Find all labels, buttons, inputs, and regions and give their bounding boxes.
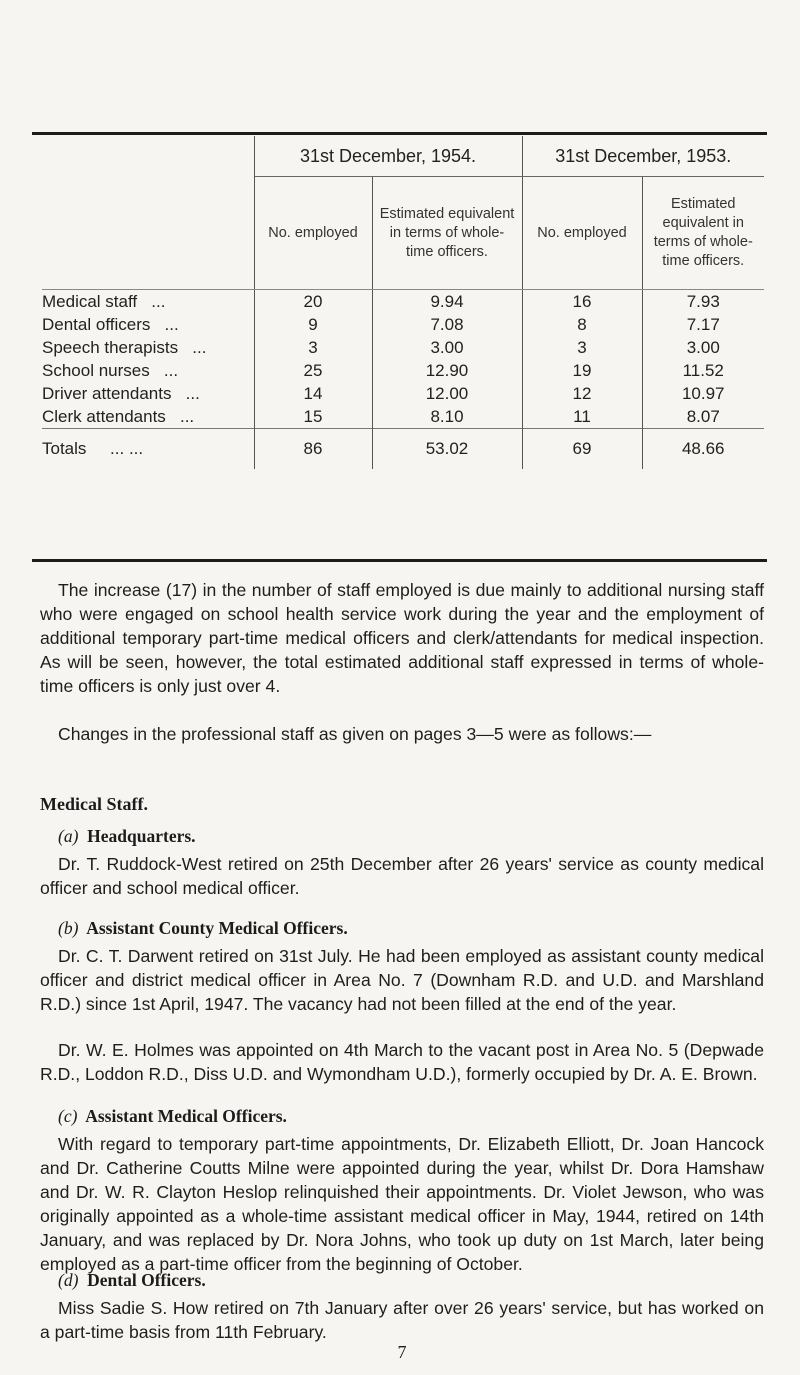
heading-dental-officers	[58, 1270, 206, 1291]
table-label-header-cell	[42, 177, 254, 290]
paragraph-changes: Changes in the professional staff as given on pages 3—5 were as follows:—	[58, 724, 652, 744]
table-row	[42, 290, 764, 314]
equivalent-1954-cell: 12.00	[372, 382, 522, 405]
heading-headquarters-mark: (a)	[58, 826, 79, 846]
year-1954-header: 31st December, 1954.	[254, 136, 522, 177]
paragraph-headquarters: Dr. T. Ruddock-West retired on 25th December after 26 years' service as county medical officer and school medical officer.	[40, 854, 764, 898]
staff-table-container	[42, 136, 764, 469]
row-leader-dots: ...	[164, 314, 179, 334]
totals-row	[42, 429, 764, 470]
employed-1954-cell: 25	[254, 359, 372, 382]
table-top-rule	[32, 132, 767, 135]
paragraph-darwent: Dr. C. T. Darwent retired on 31st July. He had been employed as assistant county medical officer and district medical officer in Area No. 7 (Downham R.D. and U.D. and Marshland R.D.) since 1st April, 1947. The vacancy had not been filled at the end of the year.	[40, 946, 764, 1014]
row-label-cell	[42, 359, 254, 382]
equivalent-1953-header-text: Estimated equivalent in terms of whole-time officers.	[653, 196, 753, 269]
row-label: Speech therapists	[42, 337, 179, 357]
table-year-header-row	[42, 136, 764, 177]
totals-equivalent-1953: 48.66	[642, 429, 764, 470]
totals-leader-dots: ... ...	[110, 439, 144, 458]
heading-amo-mark: (c)	[58, 1106, 78, 1126]
heading-medical-staff: Medical Staff.	[40, 794, 148, 814]
employed-1953-cell: 11	[522, 405, 642, 429]
equivalent-1954-cell: 9.94	[372, 290, 522, 314]
employed-1953-cell: 19	[522, 359, 642, 382]
row-label: Driver attendants	[42, 383, 172, 403]
employed-1954-cell: 3	[254, 336, 372, 359]
employed-1953-cell: 12	[522, 382, 642, 405]
totals-label: Totals	[42, 439, 87, 458]
heading-assistant-medical-officers	[58, 1106, 287, 1127]
equivalent-1954-cell: 3.00	[372, 336, 522, 359]
heading-assistant-county-medical-officers	[58, 918, 348, 939]
equivalent-1954-header	[372, 177, 522, 290]
row-label-cell	[42, 405, 254, 429]
row-leader-dots: ...	[185, 383, 200, 403]
row-label-cell	[42, 290, 254, 314]
table-corner-cell	[42, 136, 254, 177]
paragraph-part-time-appointments: With regard to temporary part-time appointments, Dr. Elizabeth Elliott, Dr. Joan Hancock and Dr. Catherine Coutts Milne were appointed during the year, whilst Dr. Dora Hamshaw and Dr. W. R. Clayton Heslop relinquished their appointments. Dr. Violet Jewson, who was originally appointed as a whole-time assistant medical officer in May, 1944, retired on 14th January, and was replaced by Dr. Nora Johns, who took up duty on 1st March, later being employed as a part-time officer from the beginning of October.	[40, 1134, 764, 1274]
row-label-cell	[42, 313, 254, 336]
table-column-header-row	[42, 177, 764, 290]
equivalent-1954-cell: 7.08	[372, 313, 522, 336]
equivalent-1953-cell: 8.07	[686, 406, 720, 426]
row-label: Dental officers	[42, 314, 151, 334]
equivalent-1954-cell: 12.90	[372, 359, 522, 382]
table-row	[42, 313, 764, 336]
equivalent-1953-cell: 10.97	[681, 383, 725, 403]
employed-1953-header-text: No. employed	[537, 224, 627, 241]
heading-dental-title: Dental Officers.	[87, 1270, 206, 1290]
row-label-cell	[42, 382, 254, 405]
heading-headquarters-title: Headquarters.	[87, 826, 196, 846]
row-leader-dots: ...	[163, 360, 179, 380]
row-leader-dots: ...	[192, 337, 207, 357]
heading-dental-mark: (d)	[58, 1270, 79, 1290]
equivalent-1953-cell: 3.00	[686, 337, 720, 357]
employed-1954-header-text: No. employed	[268, 224, 358, 241]
row-label: Medical staff	[42, 291, 138, 311]
employed-1953-cell: 3	[522, 336, 642, 359]
page-number: 7	[397, 1342, 407, 1362]
heading-acmo-mark: (b)	[58, 918, 79, 938]
paragraph-holmes: Dr. W. E. Holmes was appointed on 4th March to the vacant post in Area No. 5 (Depwade R.D., Loddon R.D., Diss U.D. and Wymondham U.D.), formerly occupied by Dr. A. E. Brown.	[40, 1040, 764, 1084]
totals-employed-1954: 86	[254, 429, 372, 470]
heading-acmo-title: Assistant County Medical Officers.	[86, 918, 348, 938]
employed-1954-cell: 14	[254, 382, 372, 405]
row-label-cell	[42, 336, 254, 359]
row-leader-dots: ...	[151, 291, 166, 311]
employed-1953-cell: 16	[522, 290, 642, 314]
equivalent-1953-cell: 7.93	[686, 291, 720, 311]
employed-1953-cell: 8	[522, 313, 642, 336]
staff-table	[42, 136, 764, 469]
heading-headquarters	[58, 826, 196, 847]
row-leader-dots: ...	[179, 406, 195, 426]
employed-1954-cell: 15	[254, 405, 372, 429]
equivalent-1953-cell: 11.52	[682, 360, 724, 380]
equivalent-1954-header-text: Estimated equivalent in terms of whole-time officers.	[379, 205, 515, 260]
equivalent-1953-cell: 7.17	[686, 314, 720, 334]
employed-1954-cell: 20	[254, 290, 372, 314]
totals-employed-1953: 69	[522, 429, 642, 470]
employed-1953-header	[522, 177, 642, 290]
paragraph-increase: The increase (17) in the number of staff employed is due mainly to additional nursing staff who were engaged on school health service work during the year and the employment of additional temporary part-time medical officers and clerk/attendants for medical inspection. As will be seen, however, the total estimated additional staff expressed in terms of whole-time officers is only just over 4.	[40, 580, 764, 696]
totals-label-cell	[42, 429, 254, 470]
table-row	[42, 405, 764, 429]
employed-1954-header	[254, 177, 372, 290]
paragraph-dental: Miss Sadie S. How retired on 7th January after over 26 years' service, but has worked on a part-time basis from 11th February.	[40, 1298, 764, 1342]
equivalent-1954-cell: 8.10	[372, 405, 522, 429]
equivalent-1953-header	[642, 177, 764, 290]
row-label: Clerk attendants	[42, 406, 166, 426]
heading-amo-title: Assistant Medical Officers.	[85, 1106, 287, 1126]
employed-1954-cell: 9	[254, 313, 372, 336]
totals-equivalent-1954: 53.02	[372, 429, 522, 470]
table-row	[42, 336, 764, 359]
table-bottom-rule	[32, 559, 767, 562]
year-1953-header: 31st December, 1953.	[522, 136, 764, 177]
table-row	[42, 359, 764, 382]
table-row	[42, 382, 764, 405]
row-label: School nurses	[42, 360, 150, 380]
